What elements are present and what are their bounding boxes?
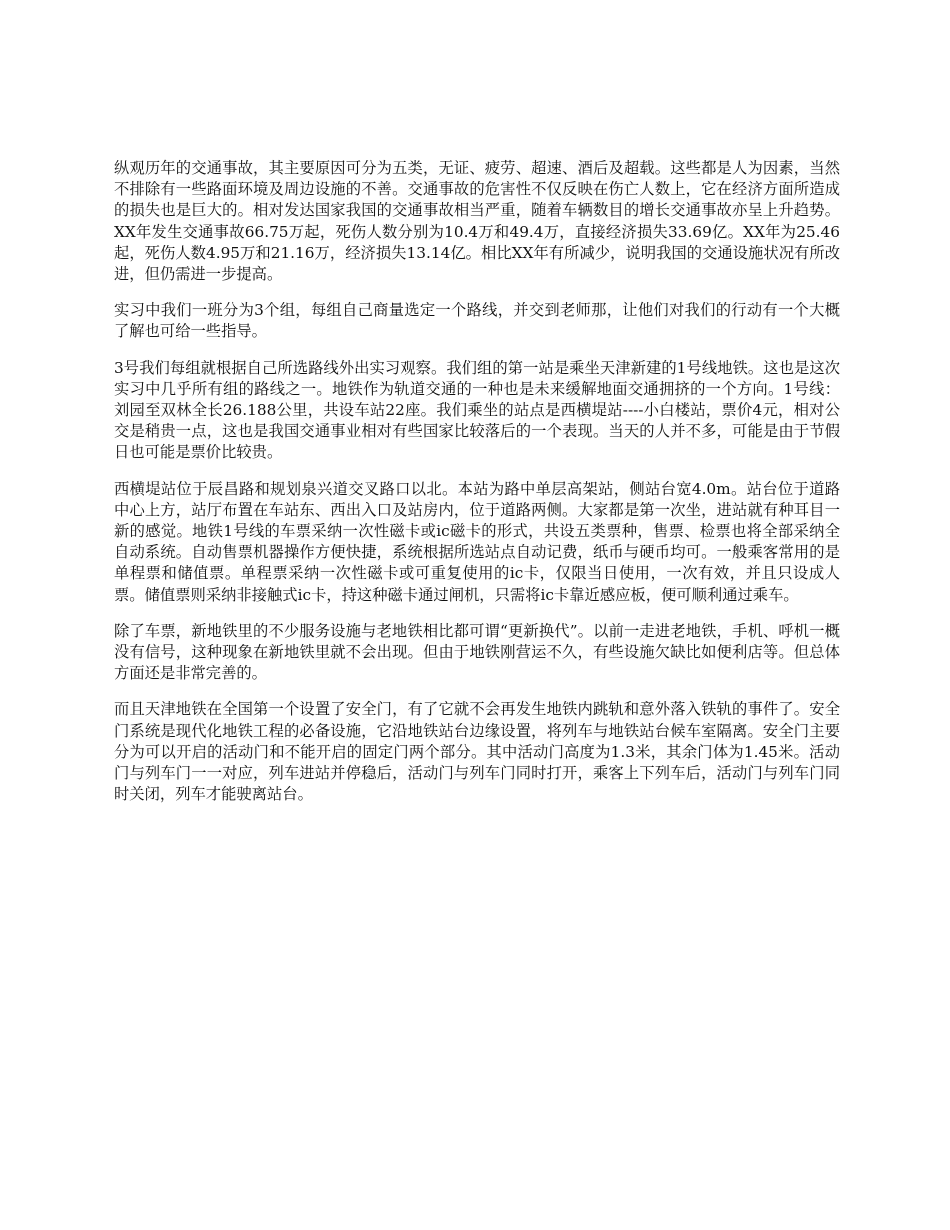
paragraph-xihengdi-station: 西横堤站位于辰昌路和规划泉兴道交叉路口以北。本站为路中单层高架站，侧站台宽4.0m。站台位于道路中心上方，站厅布置在车站东、西出入口及站房内，位于道路两侧。大家都是第一次坐，进站就有种耳目一新的感觉。地铁1号线的车票采纳一次性磁卡或ic磁卡的形式，共设五类票种，售票、检票也将全部采纳全自动系统。自动售票机器操作方便快捷，系统根据所选站点自动记费，纸币与硬币均可。一般乘客常用的是单程票和储值票。单程票采纳一次性磁卡或可重复使用的ic卡，仅限当日使用，一次有效，并且只设成人票。储值票则采纳非接触式ic卡，持这种磁卡通过闸机，只需将ic卡靠近感应板，便可顺利通过乘车。	[114, 479, 840, 604]
paragraph-service-facilities: 除了车票，新地铁里的不少服务设施与老地铁相比都可谓“更新换代”。以前一走进老地铁，手机、呼机一概没有信号，这种现象在新地铁里就不会出现。但由于地铁刚营运不久，有些设施欠缺比如便利店等。但总体方面还是非常完善的。	[114, 621, 840, 683]
paragraph-group-division: 实习中我们一班分为3个组，每组自己商量选定一个路线，并交到老师那，让他们对我们的行动有一个大概了解也可给一些指导。	[114, 301, 840, 341]
paragraph-metro-line-1: 3号我们每组就根据自己所选路线外出实习观察。我们组的第一站是乘坐天津新建的1号线地铁。这也是这次实习中几乎所有组的路线之一。地铁作为轨道交通的一种也是未来缓解地面交通拥挤的一个方向。1号线：刘园至双林全长26.188公里，共设车站22座。我们乘坐的站点是西横堤站----小白楼站，票价4元，相对公交是稍贵一点，这也是我国交通事业相对有些国家比较落后的一个表现。当天的人并不多，可能是由于节假日也可能是票价比较贵。	[114, 358, 840, 462]
document-body	[114, 158, 840, 820]
paragraph-safety-doors: 而且天津地铁在全国第一个设置了安全门，有了它就不会再发生地铁内跳轨和意外落入铁轨的事件了。安全门系统是现代化地铁工程的必备设施，它沿地铁站台边缘设置，将列车与地铁站台候车室隔离。安全门主要分为可以开启的活动门和不能开启的固定门两个部分。其中活动门高度为1.3米，其余门体为1.45米。活动门与列车门一一对应，列车进站并停稳后，活动门与列车门同时打开，乘客上下列车后，活动门与列车门同时关闭，列车才能驶离站台。	[114, 700, 840, 804]
paragraph-traffic-accidents: 纵观历年的交通事故，其主要原因可分为五类，无证、疲劳、超速、酒后及超载。这些都是人为因素，当然不排除有一些路面环境及周边设施的不善。交通事故的危害性不仅反映在伤亡人数上，它在经济方面所造成的损失也是巨大的。相对发达国家我国的交通事故相当严重，随着车辆数目的增长交通事故亦呈上升趋势。XX年发生交通事故66.75万起，死伤人数分别为10.4万和49.4万，直接经济损失33.69亿。XX年为25.46起，死伤人数4.95万和21.16万，经济损失13.14亿。相比XX年有所减少，说明我国的交通设施状况有所改进，但仍需进一步提高。	[114, 159, 840, 284]
